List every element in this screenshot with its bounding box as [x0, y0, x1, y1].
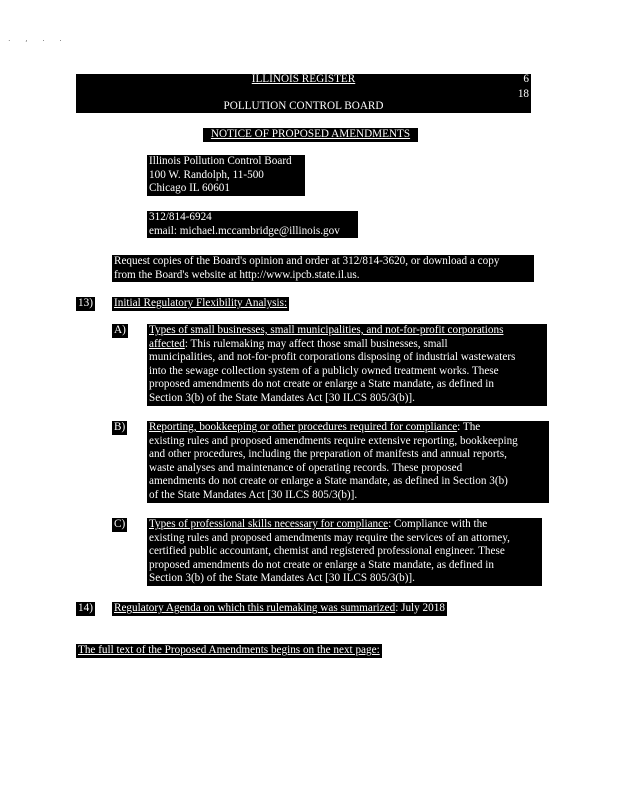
- paragraph-line: and other procedures, including the preparation of manifests and annual reports,: [149, 448, 507, 461]
- item-c-label: C): [114, 518, 126, 530]
- section-14-tail: : July 2018: [395, 602, 445, 614]
- paragraph-line: proposed amendments do not create or enlarge a State mandate, as defined in: [149, 558, 494, 571]
- item-b-label: B): [114, 421, 126, 433]
- section-13-heading: Initial Regulatory Flexibility Analysis:: [114, 297, 288, 309]
- contact-email: email: michael.mccambridge@illinois.gov: [149, 224, 340, 237]
- issue-number: 18: [517, 88, 529, 100]
- full-text-note: The full text of the Proposed Amendments begins on the next page:: [78, 644, 380, 656]
- paragraph-line: amendments do not create or enlarge a State mandate, as defined in Section 3(b): [149, 475, 508, 488]
- register-header: [76, 74, 531, 86]
- section-14-number: 14): [78, 602, 93, 614]
- scan-specks: . , . .: [8, 34, 68, 43]
- paragraph-line: waste analyses and maintenance of operating records. These proposed: [149, 461, 463, 474]
- contact-line: Illinois Pollution Control Board: [149, 155, 292, 167]
- item-heading: Types of small businesses, small municipalities, and not-for-profit corporations: [149, 324, 504, 336]
- notice-title: NOTICE OF PROPOSED AMENDMENTS: [203, 128, 418, 142]
- item-a-label: A): [114, 324, 126, 336]
- paragraph-line: into the sewage collection system of a publicly owned treatment works. These: [149, 364, 499, 377]
- item-heading: Reporting, bookkeeping or other procedures required for compliance: [149, 421, 458, 433]
- item-a-text: [147, 324, 547, 406]
- paragraph-line: of the State Mandates Act [30 ILCS 805/3(b)].: [149, 488, 358, 501]
- contact-address: [147, 155, 305, 196]
- paragraph-line: Section 3(b) of the State Mandates Act [30 ILCS 805/3(b)].: [149, 572, 415, 585]
- agency-name: POLLUTION CONTROL BOARD: [223, 100, 384, 112]
- contact-line: Chicago IL 60601: [149, 182, 230, 195]
- item-b-text: [147, 421, 549, 503]
- paragraph-line: existing rules and proposed amendments may require the services of an attorney,: [149, 531, 510, 544]
- item-heading-tail: : The: [457, 421, 481, 433]
- paragraph-line: Request copies of the Board's opinion and order at 312/814-3620, or download a copy: [114, 255, 500, 267]
- contact-phone-email: [147, 211, 358, 238]
- paragraph-line: proposed amendments do not create or enlarge a State mandate, as defined in: [149, 378, 494, 391]
- item-heading-tail: : This rulemaking may affect those small businesses, small: [184, 337, 448, 350]
- paragraph-line: Section 3(b) of the State Mandates Act [30 ILCS 805/3(b)].: [149, 391, 415, 404]
- page-number: 6: [523, 73, 529, 85]
- paragraph-line: existing rules and proposed amendments require extensive reporting, bookkeeping: [149, 434, 518, 447]
- paragraph-line: from the Board's website at http://www.ipcb.state.il.us.: [114, 268, 360, 281]
- item-heading: affected: [149, 337, 185, 350]
- contact-phone: 312/814-6924: [149, 211, 212, 223]
- request-copies-paragraph: [112, 255, 534, 282]
- item-heading: Types of professional skills necessary for compliance: [149, 518, 389, 530]
- section-13-number: 13): [78, 297, 93, 309]
- item-c-text: [147, 518, 542, 586]
- paragraph-line: certified public accountant, chemist and registered professional engineer. These: [149, 545, 505, 558]
- section-14-text: [112, 602, 447, 616]
- contact-line: 100 W. Randolph, 11-500: [149, 168, 264, 181]
- paragraph-line: municipalities, and not-for-profit corporations disposing of industrial wastewaters: [149, 351, 516, 364]
- agency-header: [76, 86, 531, 113]
- register-title: ILLINOIS REGISTER: [251, 73, 356, 85]
- item-heading-tail: : Compliance with the: [388, 518, 488, 530]
- section-14-heading: Regulatory Agenda on which this rulemaking was summarized: [114, 602, 396, 614]
